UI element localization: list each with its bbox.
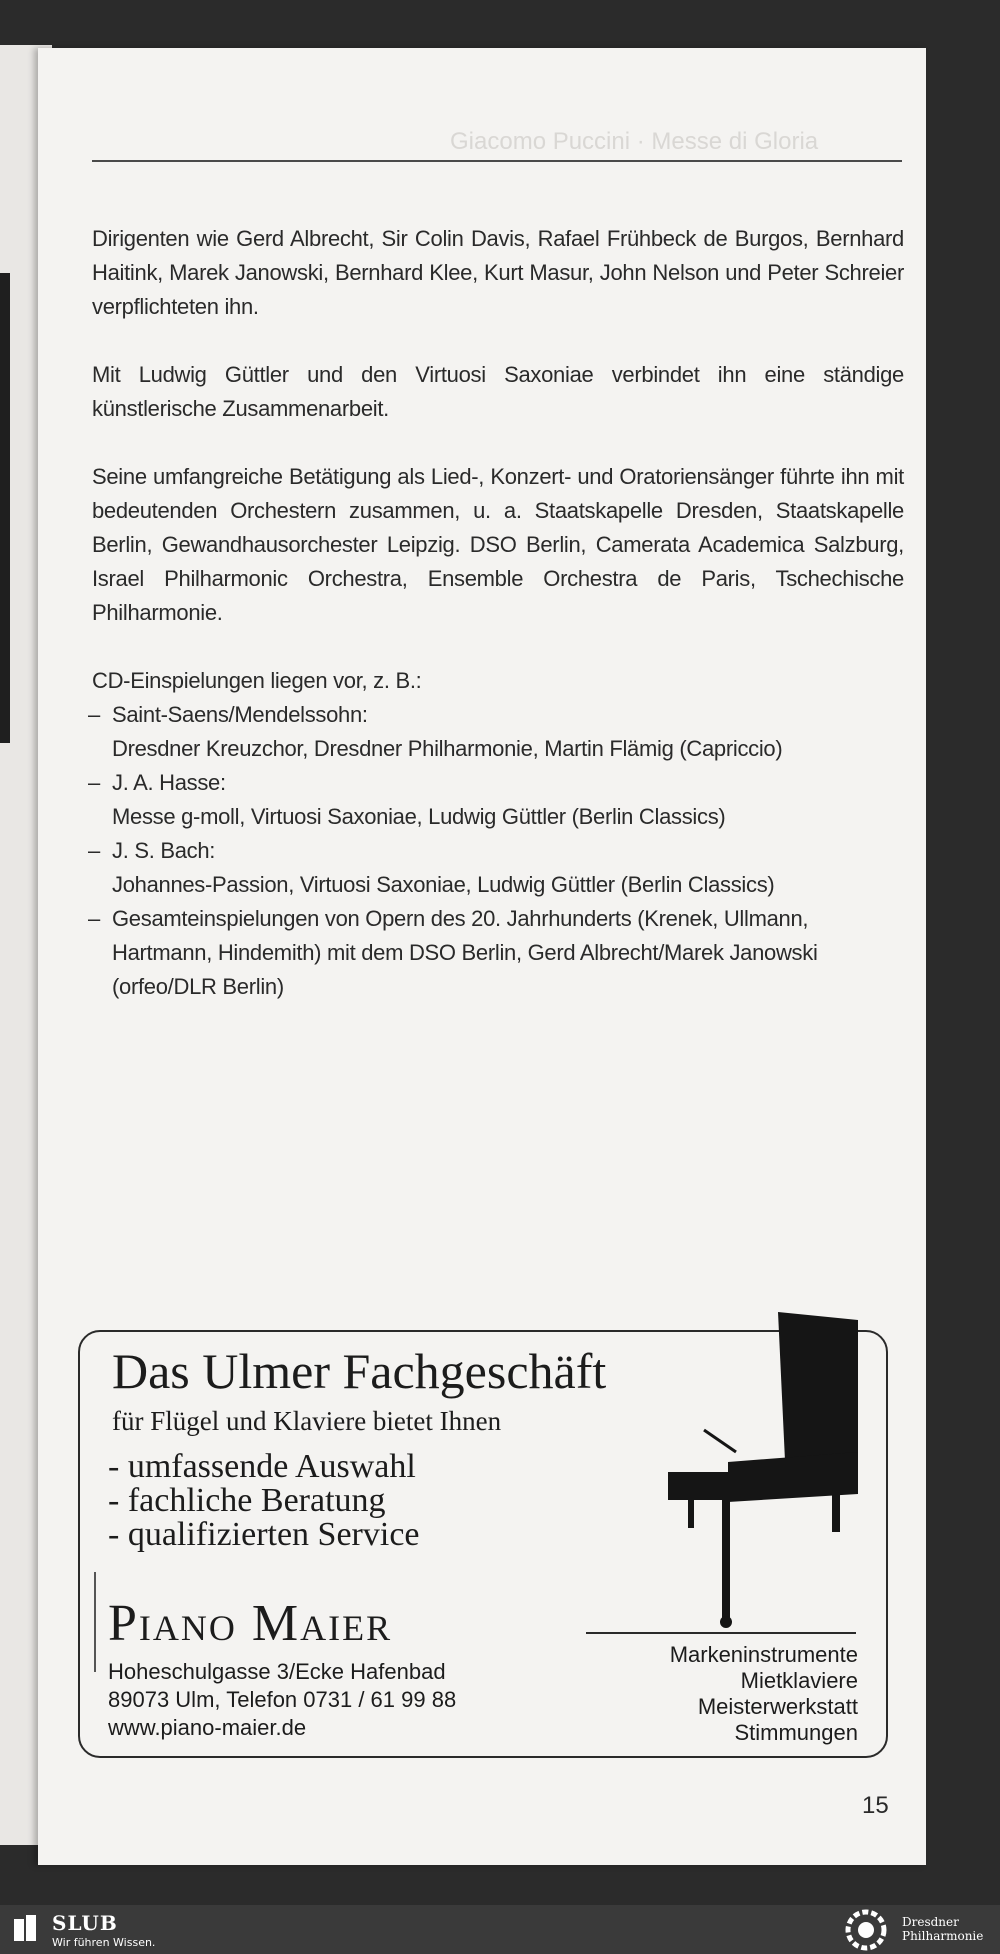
cd-detail: Dresdner Kreuzchor, Dresdner Philharmonie, Martin Flämig (Capriccio) (112, 736, 783, 761)
header-rule (92, 160, 902, 162)
library-tagline: Wir führen Wissen. (52, 1936, 156, 1949)
address-city-phone: 89073 Ulm, Telefon 0731 / 61 99 88 (108, 1687, 457, 1712)
viewer-footer (0, 1905, 1000, 1954)
brand-name: Piano Maier (108, 1595, 393, 1652)
cd-item (88, 902, 904, 1004)
ad-website-link[interactable]: www.piano-maier.de (108, 1715, 307, 1740)
ad-features (670, 1642, 858, 1746)
slub-logo-icon (12, 1913, 40, 1945)
address-street: Hoheschulgasse 3/Ecke Hafenbad (108, 1659, 446, 1684)
cd-composer: J. A. Hasse: (112, 770, 226, 795)
ad-service-item: - qualifizierten Service (108, 1516, 420, 1553)
piano-maier-advertisement (78, 1330, 888, 1758)
paragraph-conductors: Dirigenten wie Gerd Albrecht, Sir Colin Davis, Rafael Frühbeck de Burgos, Bernhard Haitink, Marek Janowski, Bernhard Klee, Kurt Masur, John Nelson und Peter Schreier verpflichteten ihn. (92, 226, 904, 319)
cd-intro: CD-Einspielungen liegen vor, z. B.: (92, 668, 422, 693)
library-name: SLUB (52, 1911, 118, 1935)
partner-name-line2: Philharmonie (902, 1929, 984, 1943)
feature-item: Stimmungen (734, 1720, 858, 1745)
feature-item: Meisterwerkstatt (697, 1694, 858, 1719)
dresdner-philharmonie-logo-icon (842, 1909, 890, 1951)
list-dash: – (88, 770, 100, 795)
partner-name-line1: Dresdner (902, 1915, 959, 1929)
cd-item (88, 834, 904, 902)
biography-text (88, 222, 904, 1004)
list-dash: – (88, 838, 100, 863)
feature-item: Markeninstrumente (669, 1642, 858, 1667)
cd-item (88, 766, 904, 834)
partner-name (902, 1915, 983, 1943)
paragraph-guettler: Mit Ludwig Güttler und den Virtuosi Saxoniae verbindet ihn eine ständige künstlerische Zusammenarbeit. (92, 362, 904, 421)
cd-composer: Gesamteinspielungen von Opern des 20. Jahrhunderts (Krenek, Ullmann, Hartmann, Hindemith) mit dem DSO Berlin, Gerd Albrecht/Marek Janowski (orfeo/DLR Berlin) (112, 906, 818, 999)
cd-composer: J. S. Bach: (112, 838, 216, 863)
cd-detail: Johannes-Passion, Virtuosi Saxoniae, Ludwig Güttler (Berlin Classics) (112, 872, 775, 897)
ad-services-list (108, 1450, 420, 1552)
grand-piano-icon (668, 1312, 868, 1632)
cd-composer: Saint-Saens/Mendelssohn: (112, 702, 368, 727)
ad-address (108, 1658, 456, 1742)
ad-title: Das Ulmer Fachgeschäft (112, 1343, 607, 1399)
ad-subtitle: für Flügel und Klaviere bietet Ihnen (112, 1406, 502, 1436)
paragraph-orchestras: Seine umfangreiche Betätigung als Lied-, Konzert- und Oratoriensänger führte ihn mit bedeutenden Orchestern zusammen, u. a. Staatskapelle Dresden, Staatskapelle Berlin, Gewandhausorchester Leipzig. DSO Berlin, Camerata Academica Salzburg, Israel Philharmonic Orchestra, Ensemble Orchestra de Paris, Tschechische Philharmonie. (92, 464, 904, 625)
feature-item: Mietklaviere (740, 1668, 858, 1693)
ad-service-item: - fachliche Beratung (108, 1482, 386, 1519)
brand-accent-line (94, 1572, 96, 1672)
list-dash: – (88, 702, 100, 727)
cd-item (88, 698, 904, 766)
page-number: 15 (862, 1792, 889, 1819)
show-through-heading: Giacomo Puccini · Messe di Gloria (450, 128, 819, 155)
features-rule (586, 1632, 856, 1634)
ad-service-item: - umfassende Auswahl (108, 1448, 416, 1485)
adjacent-page-photo (0, 273, 10, 743)
list-dash: – (88, 906, 100, 931)
cd-detail: Messe g-moll, Virtuosi Saxoniae, Ludwig Güttler (Berlin Classics) (112, 804, 726, 829)
cd-list (88, 698, 904, 1004)
